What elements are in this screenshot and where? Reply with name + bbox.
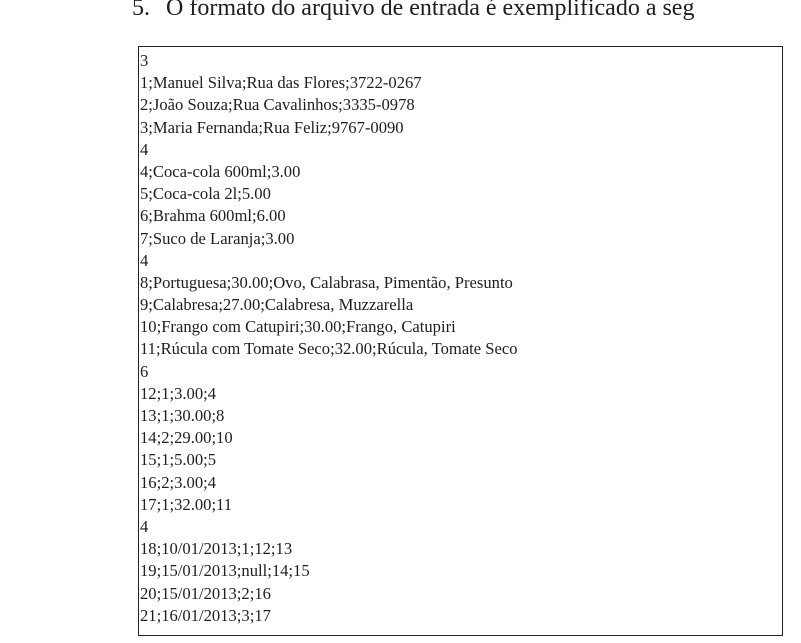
file-line: 21;16/01/2013;3;17 <box>140 605 271 625</box>
list-item-number: 5. <box>132 0 150 21</box>
file-line: 4 <box>140 516 149 536</box>
file-line: 14;2;29.00;10 <box>140 428 233 448</box>
list-item-text: O formato do arquivo de entrada é exemplificado a seg <box>166 0 695 21</box>
file-line: 17;1;32.00;11 <box>140 494 233 514</box>
file-line: 6 <box>140 361 149 381</box>
file-line: 20;15/01/2013;2;16 <box>140 583 271 603</box>
file-line: 7;Suco de Laranja;3.00 <box>140 228 295 248</box>
file-line: 11;Rúcula com Tomate Seco;32.00;Rúcula, Tomate Seco <box>140 339 518 359</box>
input-file-example-box <box>138 46 783 636</box>
file-line: 2;João Souza;Rua Cavalinhos;3335-0978 <box>140 95 415 115</box>
file-line: 3;Maria Fernanda;Rua Feliz;9767-0090 <box>140 117 404 137</box>
file-line: 4 <box>140 250 149 270</box>
file-line: 18;10/01/2013;1;12;13 <box>140 539 293 559</box>
file-line: 8;Portuguesa;30.00;Ovo, Calabrasa, Pimentão, Presunto <box>140 272 513 292</box>
file-line: 6;Brahma 600ml;6.00 <box>140 206 286 226</box>
file-line: 4 <box>140 139 149 159</box>
file-line: 19;15/01/2013;null;14;15 <box>140 561 310 581</box>
file-line: 16;2;3.00;4 <box>140 472 217 492</box>
file-line: 12;1;3.00;4 <box>140 383 217 403</box>
file-line: 9;Calabresa;27.00;Calabresa, Muzzarella <box>140 295 414 315</box>
list-item-heading <box>132 0 694 23</box>
file-line: 1;Manuel Silva;Rua das Flores;3722-0267 <box>140 73 422 93</box>
file-line: 3 <box>140 51 149 70</box>
file-line: 10;Frango com Catupiri;30.00;Frango, Catupiri <box>140 317 456 337</box>
file-line: 4;Coca-cola 600ml;3.00 <box>140 161 301 181</box>
input-file-lines <box>140 50 518 627</box>
file-line: 5;Coca-cola 2l;5.00 <box>140 184 271 204</box>
file-line: 15;1;5.00;5 <box>140 450 217 470</box>
file-line: 13;1;30.00;8 <box>140 406 225 425</box>
